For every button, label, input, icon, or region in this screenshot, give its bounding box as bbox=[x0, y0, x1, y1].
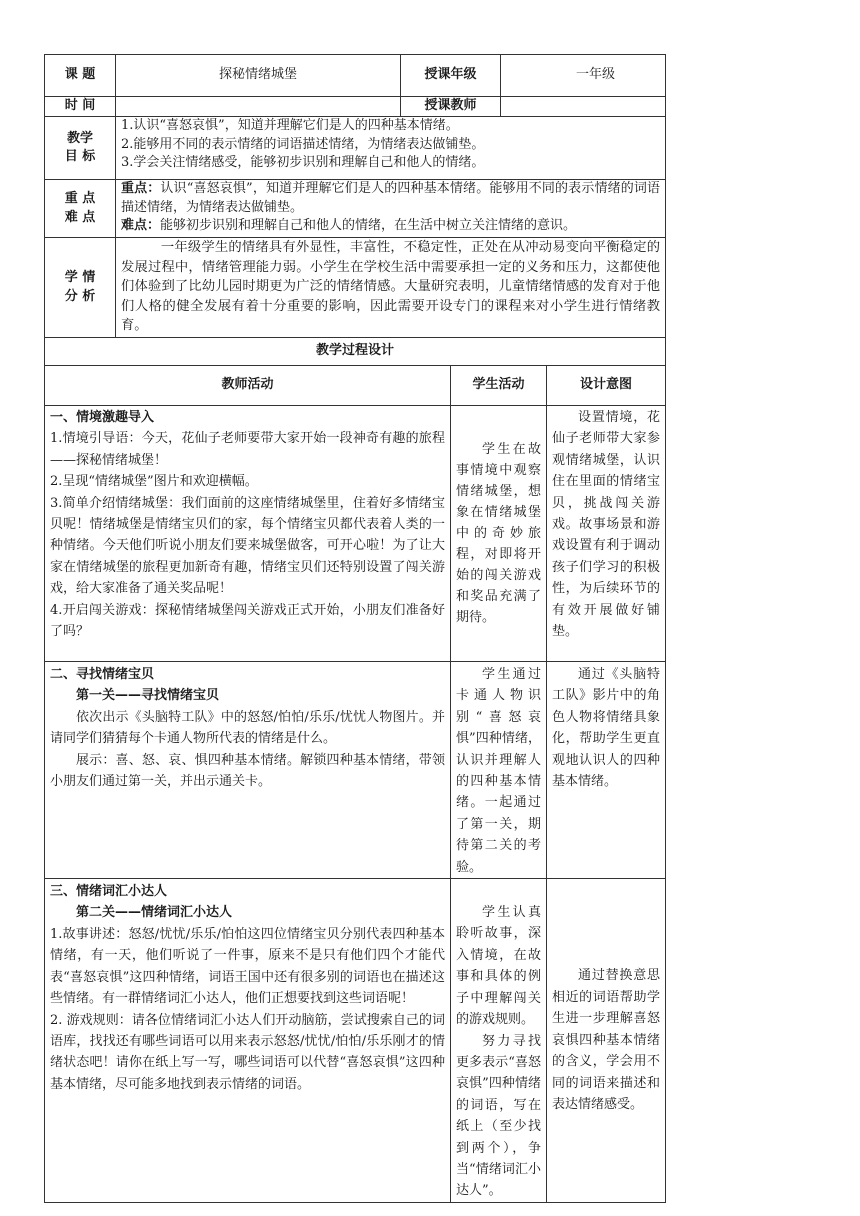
col-teacher-header: 教师活动 bbox=[45, 366, 451, 406]
student-text: 学生通过卡通人物识别“喜怒哀惧”四种情绪，认识并理解人的四种基本情绪。一起通过了第一关，期待第二关的考验。 bbox=[456, 667, 542, 875]
goals-label-line-2: 目 标 bbox=[64, 149, 96, 164]
col-intent-header: 设计意图 bbox=[547, 366, 666, 406]
key-points-content bbox=[116, 180, 666, 238]
student-activity bbox=[451, 406, 547, 662]
teacher-step: 依次出示《头脑特工队》中的怒怒/怕怕/乐乐/忧忧人物图片。并请同学们猜猜每个卡通人物所代表的情绪是什么。 bbox=[50, 709, 445, 747]
teacher-value bbox=[501, 97, 666, 117]
focus-label: 重点： bbox=[121, 181, 161, 196]
goal-item: 1.认识“喜怒哀惧”，知道并理解它们是人的四种基本情绪。 bbox=[121, 118, 459, 133]
section-heading: 二、寻找情绪宝贝 bbox=[50, 667, 155, 682]
teacher-step: 3.简单介绍情绪城堡：我们面前的这座情绪城堡里，住着好多情绪宝贝呢！情绪城堡是情绪宝贝们的家，每个情绪宝贝都代表着人类的一种情绪。今天他们听说小朋友们要来城堡做客，可开心啦！为了让大家在情绪城堡的旅程更加新奇有趣，情绪宝贝们还特别设置了闯关游戏，给大家准备了通关奖品呢！ bbox=[50, 495, 445, 597]
focus-text: 认识“喜怒哀惧”，知道并理解它们是人的四种基本情绪。能够用不同的表示情绪的词语描述情绪，为情绪表达做铺垫。 bbox=[121, 181, 661, 215]
lesson-plan-page bbox=[44, 54, 665, 1203]
teacher-step: 展示：喜、怒、哀、惧四种基本情绪。解锁四种基本情绪，带领小朋友们通过第一关，并出示通关卡。 bbox=[50, 752, 445, 790]
analysis-content bbox=[116, 238, 666, 338]
section-heading: 一、情境激趣导入 bbox=[50, 410, 155, 425]
lesson-plan-table bbox=[44, 54, 666, 1203]
teacher-label: 授课教师 bbox=[401, 97, 501, 117]
col-student-header: 学生活动 bbox=[451, 366, 547, 406]
key-label-line-1: 重 点 bbox=[64, 191, 96, 206]
section-subheading: 第一关——寻找情绪宝贝 bbox=[76, 688, 220, 704]
intent-text: 设置情境，花仙子老师带大家参观情绪城堡，认识住在里面的情绪宝贝，挑战闯关游戏。故事场景和游戏设置有利于调动孩子们学习的积极性，为后续环节的有效开展做好铺垫。 bbox=[552, 410, 661, 640]
grade-label: 授课年级 bbox=[401, 55, 501, 97]
goal-item: 3.学会关注情绪感受，能够初步识别和理解自己和他人的情绪。 bbox=[121, 155, 485, 170]
section-subheading: 第二关——情绪词汇小达人 bbox=[76, 905, 233, 921]
process-title-row bbox=[45, 338, 666, 366]
goals-label bbox=[45, 117, 116, 180]
design-intent bbox=[547, 879, 666, 1203]
difficulty-label: 难点： bbox=[121, 218, 161, 233]
key-label-line-2: 难 点 bbox=[64, 209, 96, 225]
student-text: 学生在故事情境中观察情绪城堡，想象在情绪城堡中的奇妙旅程，对即将开始的闯关游戏和奖品充满了期待。 bbox=[456, 442, 542, 625]
teacher-activity bbox=[45, 662, 451, 879]
section-row bbox=[45, 879, 666, 1203]
topic-value: 探秘情绪城堡 bbox=[116, 55, 401, 97]
topic-label: 课 题 bbox=[45, 55, 116, 97]
analysis-label-line-1: 学 情 bbox=[64, 270, 96, 285]
time-row bbox=[45, 97, 666, 117]
time-label: 时 间 bbox=[45, 97, 116, 117]
goals-row bbox=[45, 117, 666, 180]
teacher-step: 4.开启闯关游戏：探秘情绪城堡闯关游戏正式开始，小朋友们准备好了吗？ bbox=[50, 602, 445, 640]
topic-row bbox=[45, 55, 666, 97]
design-intent bbox=[547, 406, 666, 662]
difficulty-text: 能够初步识别和理解自己和他人的情绪，在生活中树立关注情绪的意识。 bbox=[160, 218, 577, 233]
student-activity bbox=[451, 662, 547, 879]
time-value bbox=[116, 97, 401, 117]
section-row bbox=[45, 406, 666, 662]
goals-label-line-1: 教学 bbox=[66, 130, 93, 146]
analysis-label bbox=[45, 238, 116, 338]
section-heading: 三、情绪词汇小达人 bbox=[50, 884, 168, 900]
student-text: 努力寻找更多表示“喜怒哀惧”四种情绪的词语，写在纸上（至少找到两个），争当“情绪词汇小达人”。 bbox=[456, 1033, 542, 1199]
process-title: 教学过程设计 bbox=[45, 338, 666, 366]
goals-content bbox=[116, 117, 666, 180]
student-activity bbox=[451, 879, 547, 1203]
analysis-text: 一年级学生的情绪具有外显性，丰富性，不稳定性，正处在从冲动易变向平衡稳定的发展过程中，情绪管理能力弱。小学生在学校生活中需要承担一定的义务和压力，这都使他们体验到了比幼儿园时期更为广泛的情绪情感。大量研究表明，儿童情绪情感的发育对于他们人格的健全发展有着十分重要的影响，因此需要开设专门的课程来对小学生进行情绪教育。 bbox=[121, 240, 661, 333]
section-row bbox=[45, 662, 666, 879]
intent-text: 通过《头脑特工队》影片中的角色人物将情绪具象化，帮助学生更直观地认识人的四种基本情绪。 bbox=[552, 667, 661, 790]
intent-text: 通过替换意思相近的词语帮助学生进一步理解喜怒哀惧四种基本情绪的含义，学会用不同的词语来描述和表达情绪感受。 bbox=[552, 968, 661, 1112]
teacher-activity bbox=[45, 406, 451, 662]
design-intent bbox=[547, 662, 666, 879]
grade-value: 一年级 bbox=[501, 55, 666, 97]
teacher-step: 2.呈现“情绪城堡”图片和欢迎横幅。 bbox=[50, 474, 258, 490]
process-header-row bbox=[45, 366, 666, 406]
student-text: 学生认真聆听故事，深入情境，在故事和具体的例子中理解闯关的游戏规则。 bbox=[456, 905, 542, 1028]
goal-item: 2.能够用不同的表示情绪的词语描述情绪，为情绪表达做铺垫。 bbox=[121, 136, 485, 152]
teacher-step: 1.情境引导语：今天，花仙子老师要带大家开始一段神奇有趣的旅程——探秘情绪城堡！ bbox=[50, 431, 445, 468]
teacher-activity bbox=[45, 879, 451, 1203]
key-points-label bbox=[45, 180, 116, 238]
key-points-row bbox=[45, 180, 666, 238]
teacher-step: 2. 游戏规则：请各位情绪词汇小达人们开动脑筋，尝试搜索自己的词语库，找找还有哪些词语可以用来表示怒怒/忧忧/怕怕/乐乐刚才的情绪状态吧！请你在纸上写一写，哪些词语可以代替“喜怒哀惧”这四种基本情绪，尽可能多地找到表示情绪的词语。 bbox=[50, 1012, 445, 1092]
teacher-step: 1.故事讲述：怒怒/忧忧/乐乐/怕怕这四位情绪宝贝分别代表四种基本情绪，有一天，他们听说了一件事，原来不是只有他们四个才能代表“喜怒哀惧”这四种情绪，词语王国中还有很多别的词语也在描述这些情绪。有一群情绪词汇小达人，他们正想要找到这些词语呢！ bbox=[50, 926, 445, 1007]
analysis-label-line-2: 分 析 bbox=[64, 288, 96, 304]
analysis-row bbox=[45, 238, 666, 338]
